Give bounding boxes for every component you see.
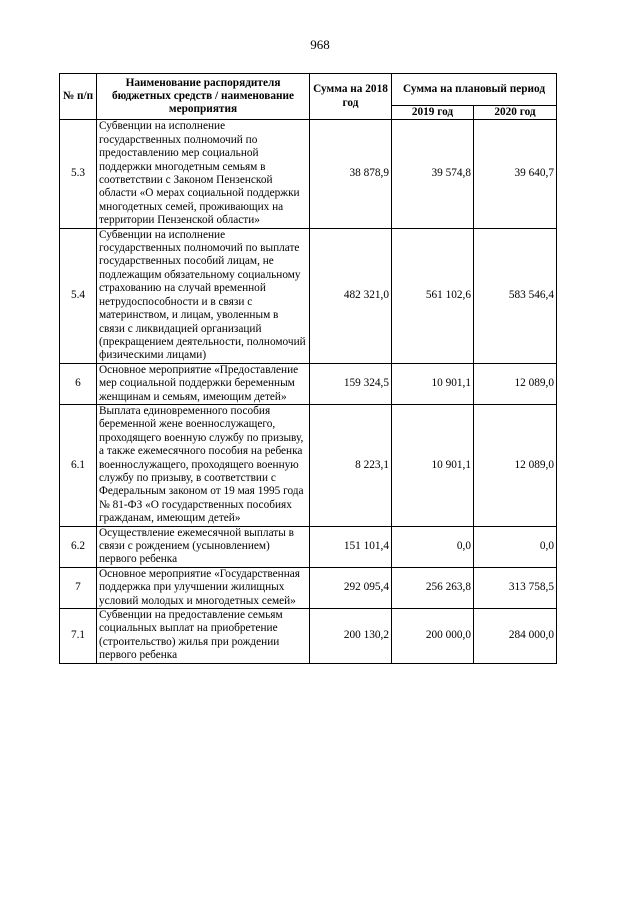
row-number: 7.1 — [60, 609, 97, 664]
header-planned-period: Сумма на плановый период — [392, 74, 557, 106]
row-name: Субвенции на предоставление семьям социальных выплат на приобретение (строительство) жилья при рождении первого ребенка — [97, 609, 310, 664]
budget-table — [59, 73, 557, 664]
row-sum-2020: 583 546,4 — [474, 228, 557, 363]
header-2020: 2020 год — [474, 106, 557, 120]
row-sum-2019: 200 000,0 — [392, 609, 474, 664]
header-name: Наименование распорядителя бюджетных средств / наименование мероприятия — [97, 74, 310, 120]
row-sum-2018: 8 223,1 — [310, 404, 392, 526]
header-number: № п/п — [60, 74, 97, 120]
row-sum-2020: 284 000,0 — [474, 609, 557, 664]
row-sum-2018: 159 324,5 — [310, 363, 392, 404]
table-body — [60, 120, 557, 663]
row-sum-2020: 0,0 — [474, 526, 557, 567]
row-name: Выплата единовременного пособия беременной жене военнослужащего, проходящего военную службу по призыву, а также ежемесячного пособия на ребенка военнослужащего, проходящего военную службу по призыву, в соответствии с Федеральным законом от 19 мая 1995 года № 81-ФЗ «О государственных пособиях гражданам, имеющим детей» — [97, 404, 310, 526]
header-sum-2018: Сумма на 2018 год — [310, 74, 392, 120]
table-row — [60, 404, 557, 526]
table-header — [60, 74, 557, 120]
row-number: 5.4 — [60, 228, 97, 363]
row-sum-2020: 39 640,7 — [474, 120, 557, 228]
row-sum-2020: 12 089,0 — [474, 363, 557, 404]
row-sum-2018: 38 878,9 — [310, 120, 392, 228]
row-name: Субвенции на исполнение государственных полномочий по предоставлению мер социальной поддержки многодетным семьям в соответствии с Законом Пензенской области «О мерах социальной поддержки многодетных семей, проживающих на территории Пензенской области» — [97, 120, 310, 228]
row-sum-2018: 200 130,2 — [310, 609, 392, 664]
row-sum-2019: 561 102,6 — [392, 228, 474, 363]
row-number: 5.3 — [60, 120, 97, 228]
row-sum-2019: 10 901,1 — [392, 404, 474, 526]
table-row — [60, 363, 557, 404]
row-sum-2018: 151 101,4 — [310, 526, 392, 567]
table-row — [60, 567, 557, 608]
row-sum-2019: 39 574,8 — [392, 120, 474, 228]
table-row — [60, 526, 557, 567]
header-2019: 2019 год — [392, 106, 474, 120]
row-sum-2018: 292 095,4 — [310, 567, 392, 608]
row-sum-2019: 10 901,1 — [392, 363, 474, 404]
row-sum-2020: 12 089,0 — [474, 404, 557, 526]
row-sum-2020: 313 758,5 — [474, 567, 557, 608]
row-sum-2019: 256 263,8 — [392, 567, 474, 608]
row-name: Осуществление ежемесячной выплаты в связи с рождением (усыновлением) первого ребенка — [97, 526, 310, 567]
table-row — [60, 609, 557, 664]
row-name: Субвенции на исполнение государственных полномочий по выплате государственных пособий лицам, не подлежащим обязательному социальному страхованию на случай временной нетрудоспособности и в связи с материнством, и лицам, уволенным в связи с ликвидацией организаций (прекращением деятельности, полномочий физическими лицами) — [97, 228, 310, 363]
row-number: 6.2 — [60, 526, 97, 567]
table-row — [60, 228, 557, 363]
row-sum-2018: 482 321,0 — [310, 228, 392, 363]
row-number: 7 — [60, 567, 97, 608]
row-name: Основное мероприятие «Предоставление мер социальной поддержки беременным женщинам и семьям, имеющим детей» — [97, 363, 310, 404]
row-number: 6.1 — [60, 404, 97, 526]
table-row — [60, 120, 557, 228]
row-number: 6 — [60, 363, 97, 404]
row-sum-2019: 0,0 — [392, 526, 474, 567]
row-name: Основное мероприятие «Государственная поддержка при улучшении жилищных условий молодых и многодетных семей» — [97, 567, 310, 608]
page-number: 968 — [310, 37, 330, 52]
